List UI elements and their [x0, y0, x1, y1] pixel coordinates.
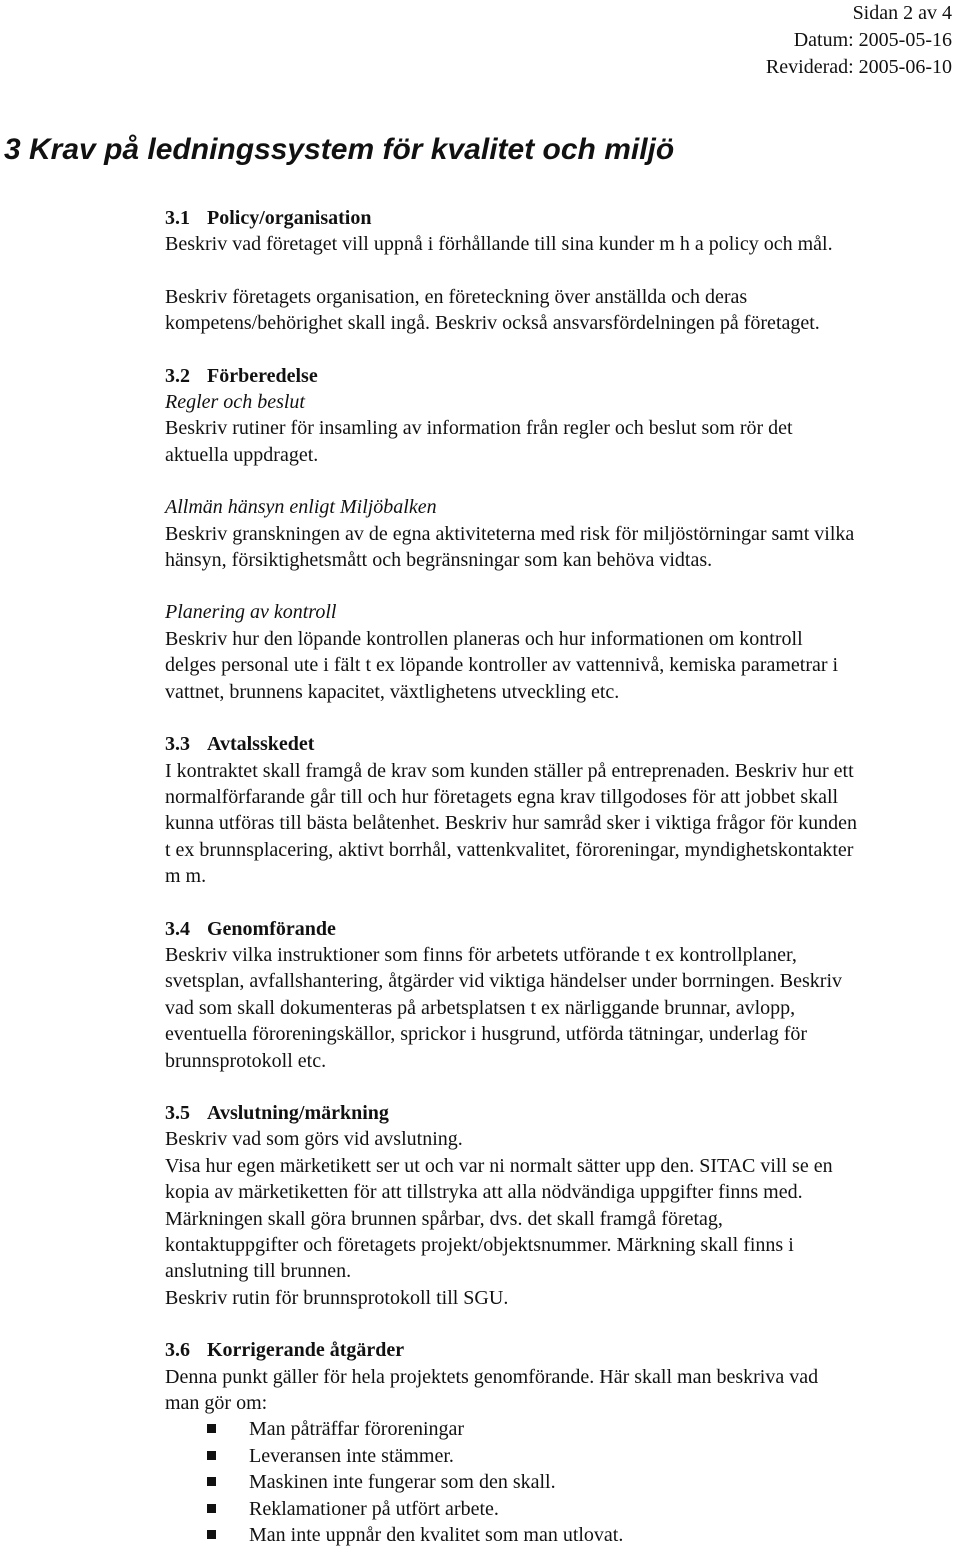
list-item-text: Man påträffar föroreningar [249, 1418, 465, 1441]
paragraph-line: anslutning till brunnen. [165, 1260, 352, 1283]
paragraph-line: t ex brunnsplacering, aktivt borrhål, vattenkvalitet, föroreningar, myndighetskontakter [165, 838, 854, 861]
section-title: Avslutning/märkning [207, 1101, 389, 1124]
paragraph-line: Beskriv vilka instruktioner som finns för arbetets utförande t ex kontrollplaner, [165, 943, 797, 966]
section-3-6 [165, 1337, 960, 1548]
paragraph-line: kunna utföras till bästa belåtenhet. Beskriv hur samråd sker i viktiga frågor för kunden [165, 812, 858, 835]
subheading: Regler och beslut [165, 391, 305, 414]
list-item-text: Reklamationer på utfört arbete. [249, 1497, 499, 1520]
paragraph-line: I kontraktet skall framgå de krav som kunden ställer på entreprenaden. Beskriv hur ett [165, 759, 854, 782]
section-heading [165, 205, 960, 231]
list-item-text: Leveransen inte stämmer. [249, 1444, 454, 1467]
subheading: Planering av kontroll [165, 601, 337, 624]
section-number: 3.3 [165, 733, 190, 756]
list-item-text: Maskinen inte fungerar som den skall. [249, 1471, 556, 1494]
section-title: Avtalsskedet [207, 733, 315, 756]
paragraph-line: Beskriv rutin för brunnsprotokoll till SGU. [165, 1286, 509, 1309]
paragraph-line: vad som skall dokumenteras på arbetsplatsen t ex närliggande brunnar, avlopp, [165, 996, 796, 1019]
list-item [165, 1522, 960, 1548]
section-title: Förberedelse [207, 364, 318, 387]
page-number: Sidan 2 av 4 [852, 2, 952, 24]
paragraph-line: hänsyn, försiktighetsmått och begränsningar som kan behöva vidtas. [165, 549, 713, 572]
paragraph-line: vattnet, brunnens kapacitet, växtlighetens utveckling etc. [165, 680, 620, 703]
section-heading [165, 731, 960, 757]
revision-date: Reviderad: 2005-06-10 [765, 56, 952, 78]
paragraph-line: brunnsprotokoll etc. [165, 1049, 327, 1072]
chapter-title: 3 Krav på ledningssystem för kvalitet och miljö [4, 133, 675, 166]
paragraph-line: kopia av märketiketten för att tillstryka att alla nödvändiga uppgifter finns med. [165, 1181, 803, 1204]
section-heading [165, 916, 960, 942]
paragraph-line: aktuella uppdraget. [165, 443, 319, 466]
list-item [165, 1496, 960, 1522]
paragraph-line: kontaktuppgifter och företagets projekt/objektsnummer. Märkning skall finns i [165, 1234, 794, 1256]
square-bullet-icon [207, 1451, 216, 1460]
square-bullet-icon [207, 1424, 216, 1433]
section-title: Policy/organisation [207, 207, 372, 229]
section-number: 3.6 [165, 1339, 190, 1362]
list-item [165, 1469, 960, 1495]
list-item [165, 1443, 960, 1469]
paragraph-line: delges personal ute i fält t ex löpande kontroller av vattennivå, kemiska parametrar i [165, 654, 839, 677]
section-3-5 [165, 1100, 960, 1311]
paragraph-line: Beskriv rutiner för insamling av information från regler och beslut som rör det [165, 417, 793, 440]
paragraph-line: m m. [165, 865, 207, 888]
document-body [165, 205, 960, 1548]
section-heading [165, 1100, 960, 1126]
square-bullet-icon [207, 1530, 216, 1539]
paragraph-line: Beskriv hur den löpande kontrollen planeras och hur informationen om kontroll [165, 627, 803, 650]
section-3-3 [165, 731, 960, 889]
section-number: 3.5 [165, 1101, 190, 1124]
paragraph-line: Märkningen skall göra brunnen spårbar, dvs. det skall framgå företag, [165, 1207, 723, 1230]
paragraph-line: man gör om: [165, 1392, 268, 1415]
section-3-4 [165, 916, 960, 1074]
paragraph-line: Beskriv granskningen av de egna aktiviteterna med risk för miljöstörningar samt vilka [165, 522, 855, 545]
list-item-text: Man inte uppnår den kvalitet som man utlovat. [249, 1524, 624, 1547]
section-number: 3.4 [165, 917, 190, 940]
square-bullet-icon [207, 1477, 216, 1486]
section-heading [165, 1337, 960, 1363]
paragraph-line: kompetens/behörighet skall ingå. Beskriv också ansvarsfördelningen på företaget. [165, 312, 820, 335]
paragraph-line: Beskriv företagets organisation, en företeckning över anställda och deras [165, 285, 748, 308]
section-title: Genomförande [207, 917, 336, 940]
paragraph-line: eventuella föroreningskällor, sprickor i husgrund, utförda tätningar, underlag för [165, 1023, 808, 1046]
list-item [165, 1416, 960, 1442]
bullet-list [165, 1416, 960, 1548]
page-header [766, 0, 952, 81]
paragraph-line: svetsplan, avfallshantering, åtgärder vid viktiga händelser under borrningen. Beskriv [165, 970, 843, 993]
paragraph-line: Beskriv vad som görs vid avslutning. [165, 1128, 463, 1151]
section-3-2 [165, 363, 960, 705]
section-title: Korrigerande åtgärder [207, 1339, 405, 1362]
section-heading [165, 363, 960, 389]
paragraph: Beskriv vad företaget vill uppnå i förhållande till sina kunder m h a policy och mål. [165, 233, 833, 256]
section-number: 3.1 [165, 207, 190, 229]
section-3-1 [165, 205, 960, 337]
subheading: Allmän hänsyn enligt Miljöbalken [165, 496, 437, 519]
document-date: Datum: 2005-05-16 [793, 29, 952, 51]
paragraph-line: Visa hur egen märketikett ser ut och var ni normalt sätter upp den. SITAC vill se en [165, 1154, 833, 1177]
square-bullet-icon [207, 1504, 216, 1513]
section-number: 3.2 [165, 364, 190, 387]
paragraph-line: Denna punkt gäller för hela projektets genomförande. Här skall man beskriva vad [165, 1365, 819, 1388]
paragraph-line: normalförfarande går till och hur företagets egna krav tillgodoses för att jobbet skall [165, 785, 839, 808]
